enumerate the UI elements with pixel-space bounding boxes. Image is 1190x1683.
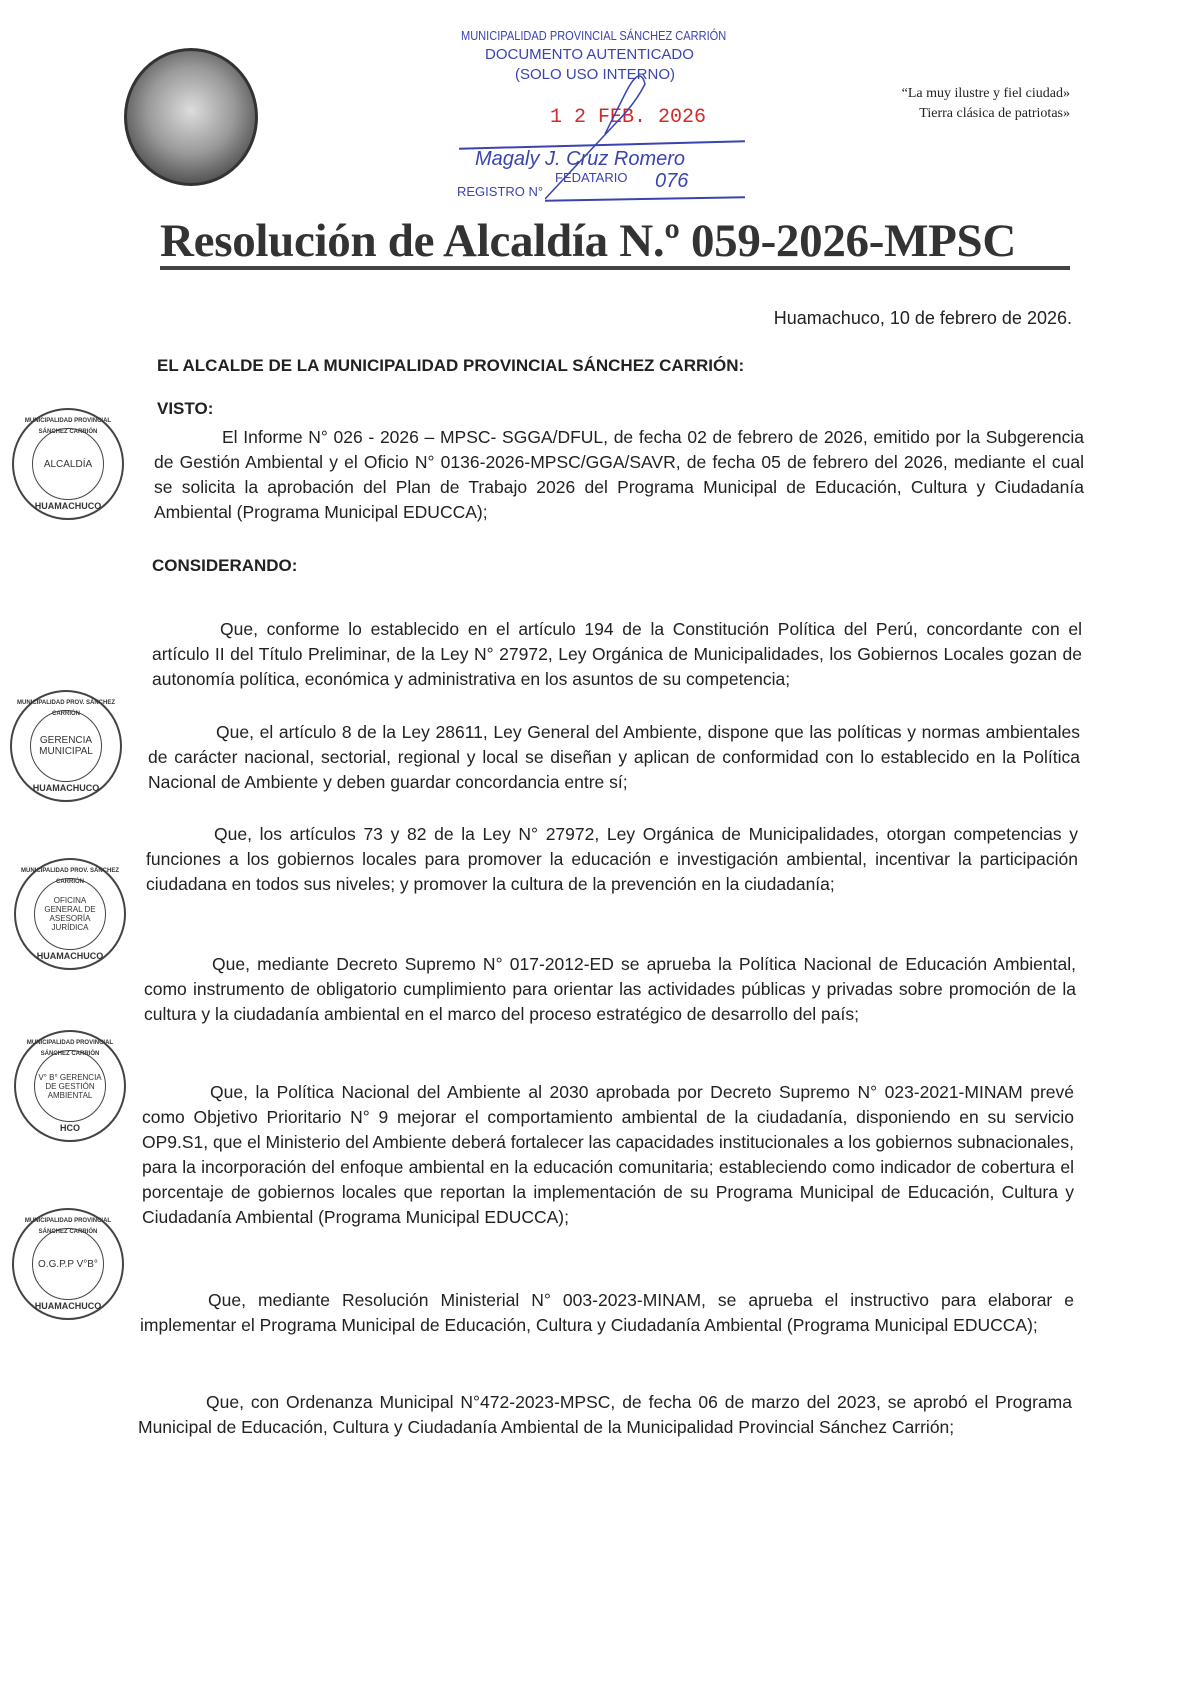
gestion-ambiental-stamp: MUNICIPALIDAD PROVINCIAL SÁNCHEZ CARRIÓN V° B° GERENCIA DE GESTIÓN AMBIENTAL HCO [14, 1030, 126, 1142]
alcaldia-stamp: MUNICIPALIDAD PROVINCIAL SÁNCHEZ CARRIÓN ALCALDÍA HUAMACHUCO [12, 408, 124, 520]
addressee: EL ALCALDE DE LA MUNICIPALIDAD PROVINCIAL SÁNCHEZ CARRIÓN: [157, 356, 745, 375]
stamp-center-text: OFICINA GENERAL DE ASESORÍA JURÍDICA [44, 896, 96, 932]
considerando-paragraph: Que, la Política Nacional del Ambiente al 2030 aprobada por Decreto Supremo N° 023-2021-MINAM prevé como Objetivo Prioritario N° 9 mejorar el comportamiento ambiental de la ciudadanía, disponiendo en su servicio OP9.S1, que el Ministerio del Ambiente deberá fortalecer las capacidades institucionales a los gobiernos subnacionales, para la incorporación del enfoque ambiental en la educación comunitaria; estableciendo como indicador de cobertura el porcentaje de gobiernos locales que reportan la implementación de su Programa Municipal de Educación, Cultura y Ciudadanía Ambiental (Programa Municipal EDUCCA); [142, 1082, 1074, 1227]
considerando-paragraph: Que, con Ordenanza Municipal N°472-2023-MPSC, de fecha 06 de marzo del 2023, se aprobó el Programa Municipal de Educación, Cultura y Ciudadanía Ambiental de la Municipalidad Provincial Sánchez Carrión; [138, 1392, 1072, 1437]
municipal-seal-logo [124, 48, 258, 186]
date-line: Huamachuco, 10 de febrero de 2026. [773, 308, 1072, 328]
motto-line-2: Tierra clásica de patriotas» [919, 106, 1070, 121]
motto-line-1: “La muy ilustre y fiel ciudad» [901, 86, 1070, 101]
considerando-paragraph: Que, los artículos 73 y 82 de la Ley N° 27972, Ley Orgánica de Municipalidades, otorgan competencias y funciones a los gobiernos locales para promover la educación e investigación ambiental, incentivar la participación ciudadana en todos sus niveles; y promover la cultura de la prevención en la ciudadanía; [146, 824, 1078, 894]
stamp-center-text: V° B° GERENCIA DE GESTIÓN AMBIENTAL [38, 1072, 102, 1100]
ogpp-stamp: MUNICIPALIDAD PROVINCIAL SÁNCHEZ CARRIÓN O.G.P.P V°B° HUAMACHUCO [12, 1208, 124, 1320]
stamp-center-text: O.G.P.P V°B° [38, 1258, 98, 1270]
stamp-registro-label: REGISTRO N° [457, 184, 544, 199]
considerando-paragraph: Que, conforme lo establecido en el artículo 194 de la Constitución Política del Perú, concordante con el artículo II del Título Preliminar, de la Ley N° 27972, Ley Orgánica de Municipalidades, los Gobiernos Locales gozan de autonomía política, económica y administrativa en los asuntos de su competencia; [152, 619, 1082, 689]
resolution-title: Resolución de Alcaldía N.º 059-2026-MPSC [160, 215, 1017, 267]
considerando-paragraph: Que, mediante Decreto Supremo N° 017-2012-ED se aprueba la Política Nacional de Educación Ambiental, como instrumento de obligatorio cumplimiento para orientar las actividades públicas y privadas sobre promoción de la cultura y la ciudadanía ambiental en el marco del proceso estratégico de desarrollo del país; [144, 954, 1076, 1024]
visto-paragraph: El Informe N° 026 - 2026 – MPSC- SGGA/DFUL, de fecha 02 de febrero de 2026, emitido por la Subgerencia de Gestión Ambiental y el Oficio N° 0136-2026-MPSC/GGA/SAVR, de fecha 05 de febrero del 2026, mediante el cual se solicita la aprobación del Plan de Trabajo 2026 del Programa Municipal de Educación, Cultura y Ciudadanía Ambiental (Programa Municipal EDUCCA); [154, 427, 1084, 522]
stamp-center-text: GERENCIA MUNICIPAL [39, 735, 93, 757]
visto-heading: VISTO: [157, 399, 214, 418]
stamp-date: 1 2 FEB. 2026 [550, 106, 707, 129]
authentication-stamp [455, 24, 755, 204]
stamp-line-2: DOCUMENTO AUTENTICADO [485, 46, 694, 63]
considerando-paragraph: Que, el artículo 8 de la Ley 28611, Ley General del Ambiente, dispone que las políticas y normas ambientales de carácter nacional, sectorial, regional y local se diseñan y aplican de conformidad con lo establecido en la Política Nacional de Ambiente y deben guardar concordancia entre sí; [148, 722, 1080, 792]
signature-mark [545, 64, 685, 204]
stamp-role: FEDATARIO [555, 170, 628, 185]
stamp-center-text: ALCALDÍA [43, 458, 93, 470]
title-underline [160, 266, 1070, 270]
motto [902, 84, 1070, 124]
stamp-registro-value: 076 [655, 170, 689, 192]
asesoria-juridica-stamp: MUNICIPALIDAD PROV. SÁNCHEZ CARRIÓN OFICINA GENERAL DE ASESORÍA JURÍDICA HUAMACHUCO [14, 858, 126, 970]
stamp-line-3: (SOLO USO INTERNO) [515, 66, 676, 83]
considerando-heading: CONSIDERANDO: [152, 556, 298, 575]
considerando-paragraph: Que, mediante Resolución Ministerial N° 003-2023-MINAM, se aprueba el instructivo para elaborar e implementar el Programa Municipal de Educación, Cultura y Ciudadanía Ambiental (Programa Municipal EDUCCA); [140, 1290, 1074, 1335]
gerencia-municipal-stamp: MUNICIPALIDAD PROV. SÁNCHEZ CARRIÓN GERENCIA MUNICIPAL HUAMACHUCO [10, 690, 122, 802]
stamp-line-1: MUNICIPALIDAD PROVINCIAL SÁNCHEZ CARRIÓN [461, 28, 727, 43]
stamp-name: Magaly J. Cruz Romero [475, 148, 686, 170]
